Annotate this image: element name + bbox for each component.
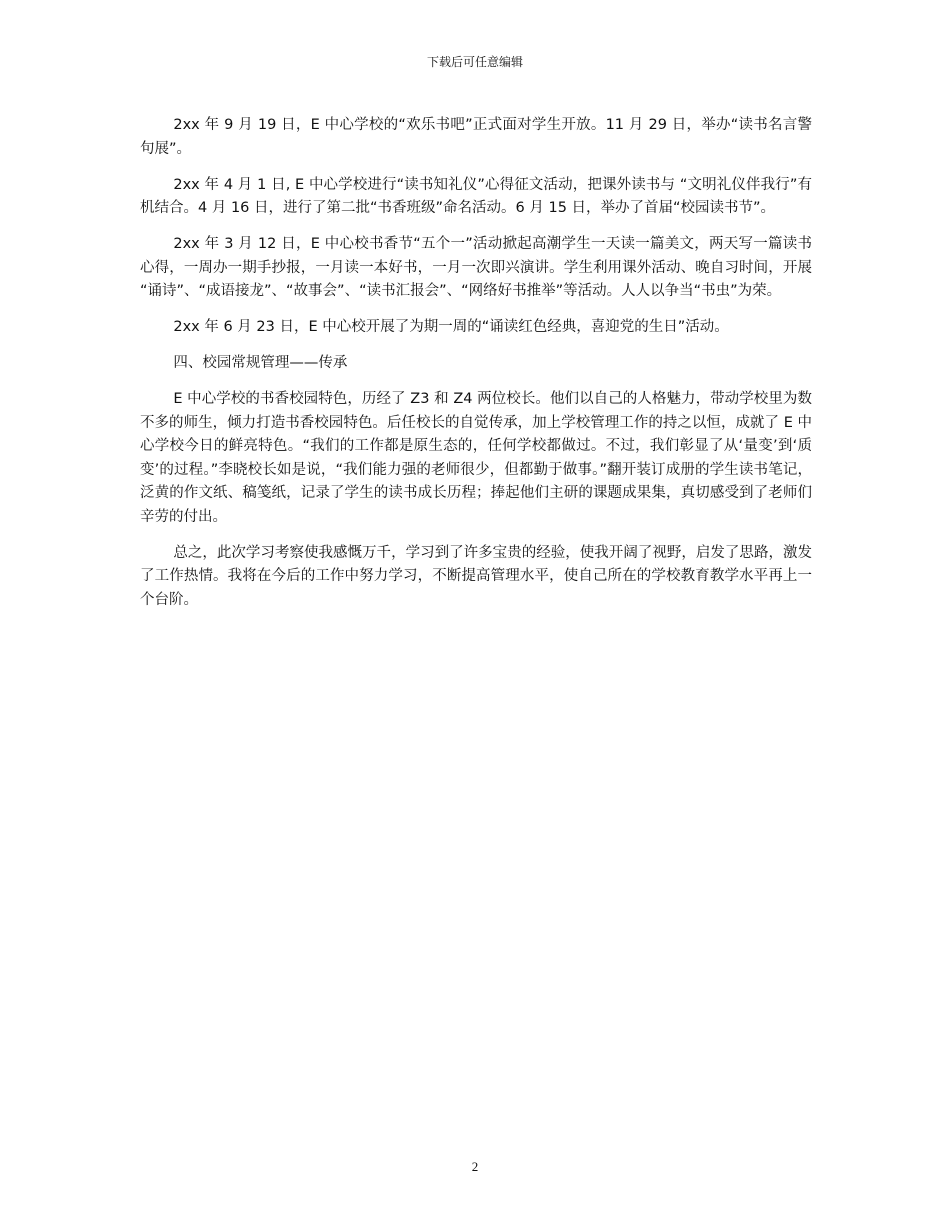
paragraph-etiquette-essay: 2xx 年 4 月 1 日, E 中心学校进行“读书知礼仪”心得征文活动，把课外读书与 “文明礼仪伴我行”有机结合。4 月 16 日，进行了第二批“书香班级”命名活动。6 月 15 日，举办了首届“校园读书节”。 [140,176,812,216]
paragraph-red-classics: 2xx 年 6 月 23 日，E 中心校开展了为期一周的“诵读红色经典，喜迎党的生日”活动。 [173,319,729,335]
section-heading: 四、校园常规管理——传承 [173,355,348,371]
paragraph-reading-bar: 2xx 年 9 月 19 日，E 中心学校的“欢乐书吧”正式面对学生开放。11 月 29 日，举办“读书名言警句展”。 [140,117,812,157]
page-header: 下载后可任意编辑 [426,55,523,69]
document-body [140,114,812,625]
paragraph-campus-management: E 中心学校的书香校园特色，历经了 Z3 和 Z4 两位校长。他们以自己的人格魅力，带动学校里为数不多的师生，倾力打造书香校园特色。后任校长的自觉传承，加上学校管理工作的持之以恒，成就了 E 中心学校今日的鲜亮特色。“我们的工作都是原生态的，任何学校都做过。不过，我们彰显了从‘量变’到‘质变’的过程。”李晓校长如是说，“我们能力强的老师很少，但都勤于做事。”翻开装订成册的学生读书笔记，泛黄的作文纸、稿笺纸，记录了学生的读书成长历程；捧起他们主研的课题成果集，真切感受到了老师们辛劳的付出。 [140,391,812,525]
page-number: 2 [471,1159,479,1174]
paragraph-book-festival: 2xx 年 3 月 12 日，E 中心校书香节“五个一”活动掀起高潮学生一天读一篇美文，两天写一篇读书心得，一周办一期手抄报，一月读一本好书，一月一次即兴演讲。学生利用课外活动、晚自习时间，开展 “诵诗”、“成语接龙”、“故事会”、“读书汇报会”、“网络好书推举”等活动。人人以争当“书虫”为荣。 [140,236,812,299]
paragraph-conclusion: 总之，此次学习考察使我感慨万千，学习到了许多宝贵的经验，使我开阔了视野，启发了思路，激发了工作热情。我将在今后的工作中努力学习，不断提高管理水平，使自己所在的学校教育教学水平再上一个台阶。 [140,544,812,608]
